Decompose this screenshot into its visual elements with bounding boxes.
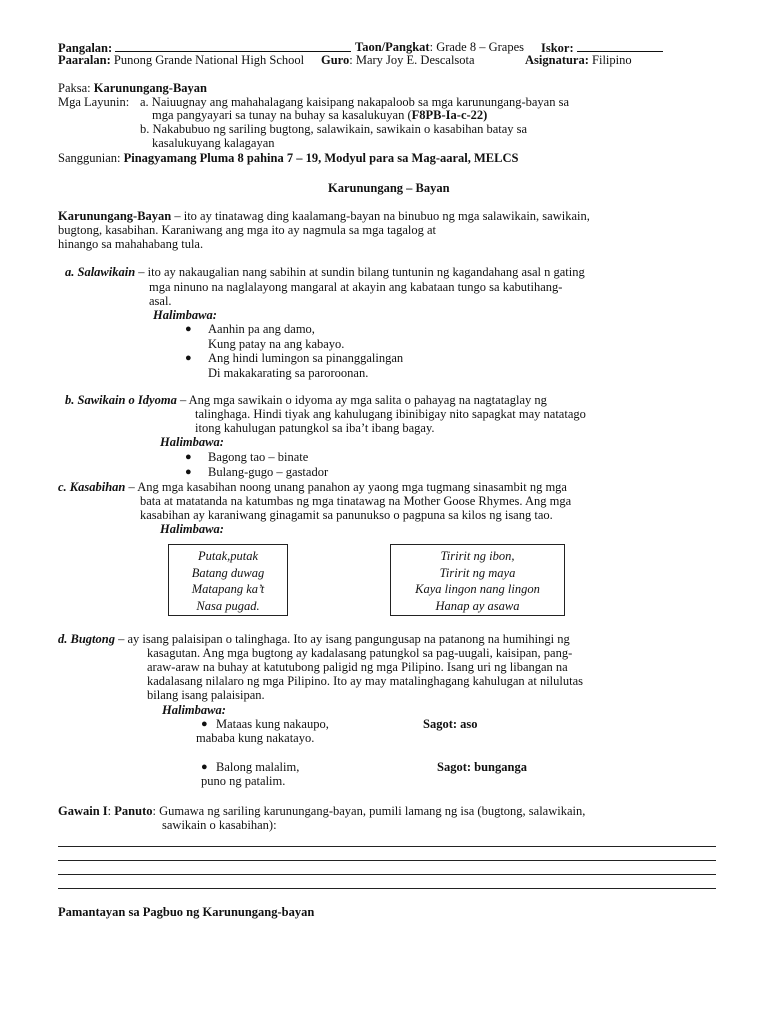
box-line: Nasa pugad. bbox=[196, 598, 260, 613]
salawikain-line-1: a. Salawikain – ito ay nakaugalian nang sabihin at sundin bilang tuntunin ng kagandahang asal n gating bbox=[65, 265, 585, 279]
answer-line-1[interactable] bbox=[58, 846, 716, 847]
bugtong-line-4: kadalasang nilalaro ng mga Pilipino. Ito ay may matalinghagang kahulugan at nilulutas bbox=[147, 674, 584, 688]
bugtong-line-5: bilang isang palaisipan. bbox=[147, 688, 265, 702]
sawikain-line-3: itong kahulugan patungkol sa iba’t ibang bagay. bbox=[195, 421, 435, 435]
sawikain-halimbawa: Halimbawa: bbox=[160, 435, 224, 449]
bugtong-line-3: araw-araw na buhay at katutubong paligid ng mga Pilipino. Isang uri ng libangan na bbox=[147, 660, 568, 674]
gawain-line-1: Gawain I: Panuto: Gumawa ng sariling karunungang-bayan, pumili lamang ng isa (bugtong, salawikain, bbox=[58, 804, 586, 818]
answer-line-2[interactable] bbox=[58, 860, 716, 861]
paaralan: Paaralan: Punong Grande National High School bbox=[58, 53, 305, 67]
box-line: Kaya lingon nang lingon bbox=[415, 582, 540, 596]
answer-line-4[interactable] bbox=[58, 888, 716, 889]
header-row-1: Pangalan: bbox=[58, 40, 351, 55]
box-line: Tiririt ng ibon, bbox=[440, 549, 515, 563]
salawikain-line-3: asal. bbox=[149, 294, 172, 308]
bugtong-ex1-line1: Mataas kung nakaupo, bbox=[216, 717, 329, 731]
page-title: Karunungang – Bayan bbox=[328, 181, 450, 195]
pangalan-label: Pangalan bbox=[58, 41, 109, 55]
kasabihan-line-3: kasabihan ay karaniwang ginagamit sa panunukso o pagpuna sa kilos ng isang tao. bbox=[140, 508, 553, 522]
bugtong-line-2: kasagutan. Ang mga bugtong ay kadalasang patungkol sa pag-uugali, kaisipan, pang- bbox=[147, 646, 573, 660]
pamantayan-heading: Pamantayan sa Pagbuo ng Karunungang-bayan bbox=[58, 905, 315, 919]
layunin-a-2: mga pangyayari sa tunay na buhay sa kasalukuyan (F8PB-Ia-c-22) bbox=[152, 108, 488, 122]
sawikain-ex2: Bulang-gugo – gastador bbox=[208, 465, 329, 479]
guro: Guro: Mary Joy E. Descalsota bbox=[321, 53, 475, 67]
sawikain-line-2: talinghaga. Hindi tiyak ang kahulugang ibinibigay nito sapagkat may natatago bbox=[195, 407, 586, 421]
answer-line-3[interactable] bbox=[58, 874, 716, 875]
asignatura: Asignatura: Filipino bbox=[525, 53, 632, 67]
taon-pangkat: Taon/Pangkat: Grade 8 – Grapes bbox=[355, 40, 524, 54]
salawikain-ex1-line2: Kung patay na ang kabayo. bbox=[208, 337, 345, 351]
layunin-b-1: b. Nakabubuo ng sariling bugtong, salawikain, sawikain o kasabihan batay sa bbox=[140, 122, 528, 136]
bugtong-ex2-line2: puno ng patalim. bbox=[201, 774, 286, 788]
bugtong-line-1: d. Bugtong – ay isang palaisipan o talinghaga. Ito ay isang pangungusap na patanong na humihingi ng bbox=[58, 632, 570, 646]
salawikain-line-2: mga ninuno na naglalayong mangaral at akayin ang kabataan tungo sa kabutihang- bbox=[149, 280, 563, 294]
sawikain-line-1: b. Sawikain o Idyoma – Ang mga sawikain o idyoma ay mga salita o pahayag na nagtataglay ng bbox=[65, 393, 547, 407]
salawikain-ex2-line1: Ang hindi lumingon sa pinanggalingan bbox=[208, 351, 404, 365]
box-line: Batang duwag bbox=[191, 565, 265, 580]
iskor: Iskor: bbox=[541, 40, 663, 55]
definition-line-3: hinango sa mahahabang tula. bbox=[58, 237, 204, 251]
kasabihan-line-1: c. Kasabihan – Ang mga kasabihan noong unang panahon ay yaong mga tugmang sinasambit ng mga bbox=[58, 480, 567, 494]
bugtong-ex1-answer: Sagot: aso bbox=[423, 717, 478, 731]
kasabihan-box-1 bbox=[168, 544, 288, 616]
kasabihan-box-2 bbox=[390, 544, 565, 616]
salawikain-ex2-line2: Di makakarating sa paroroonan. bbox=[208, 366, 369, 380]
bugtong-ex1-line2: mababa kung nakatayo. bbox=[196, 731, 315, 745]
bullet-icon: ● bbox=[185, 466, 192, 478]
box-line: Putak,putak bbox=[197, 549, 259, 563]
layunin-b-2: kasalukuyang kalagayan bbox=[152, 136, 275, 150]
definition-line-2: bugtong, kasabihan. Karaniwang ang mga ito ay nagmula sa mga tagalog at bbox=[58, 223, 437, 237]
bullet-icon: ● bbox=[201, 718, 208, 730]
layunin-label: Mga Layunin: bbox=[58, 95, 130, 109]
bugtong-ex2-line1: Balong malalim, bbox=[216, 760, 300, 774]
bullet-icon: ● bbox=[185, 323, 192, 335]
bullet-icon: ● bbox=[201, 761, 208, 773]
iskor-blank[interactable] bbox=[577, 40, 663, 52]
kasabihan-halimbawa: Halimbawa: bbox=[160, 522, 224, 536]
box-line: Matapang ka’t bbox=[191, 582, 265, 596]
bugtong-halimbawa: Halimbawa: bbox=[162, 703, 226, 717]
bugtong-ex2-answer: Sagot: bunganga bbox=[437, 760, 527, 774]
box-line: Hanap ay asawa bbox=[435, 598, 520, 613]
sawikain-ex1: Bagong tao – binate bbox=[208, 450, 309, 464]
paksa: Paksa: Karunungang-Bayan bbox=[58, 81, 207, 95]
bullet-icon: ● bbox=[185, 451, 192, 463]
sanggunian: Sanggunian: Pinagyamang Pluma 8 pahina 7 – 19, Modyul para sa Mag-aaral, MELCS bbox=[58, 151, 519, 165]
layunin-a-1: a. Naiuugnay ang mahahalagang kaisipang nakapaloob sa mga karunungang-bayan sa bbox=[140, 95, 570, 109]
salawikain-halimbawa: Halimbawa: bbox=[153, 308, 217, 322]
box-line: Tiririt ng maya bbox=[439, 565, 516, 580]
salawikain-ex1-line1: Aanhin pa ang damo, bbox=[208, 322, 315, 336]
bullet-icon: ● bbox=[185, 352, 192, 364]
gawain-line-2: sawikain o kasabihan): bbox=[162, 818, 277, 832]
kasabihan-line-2: bata at matatanda na katumbas ng mga tinatawag na Mother Goose Rhymes. Ang mga bbox=[140, 494, 572, 508]
pangalan-blank[interactable] bbox=[115, 40, 351, 52]
definition-line-1: Karunungang-Bayan – ito ay tinatawag ding kaalamang-bayan na binubuo ng mga salawikain, sawikain, bbox=[58, 209, 590, 223]
